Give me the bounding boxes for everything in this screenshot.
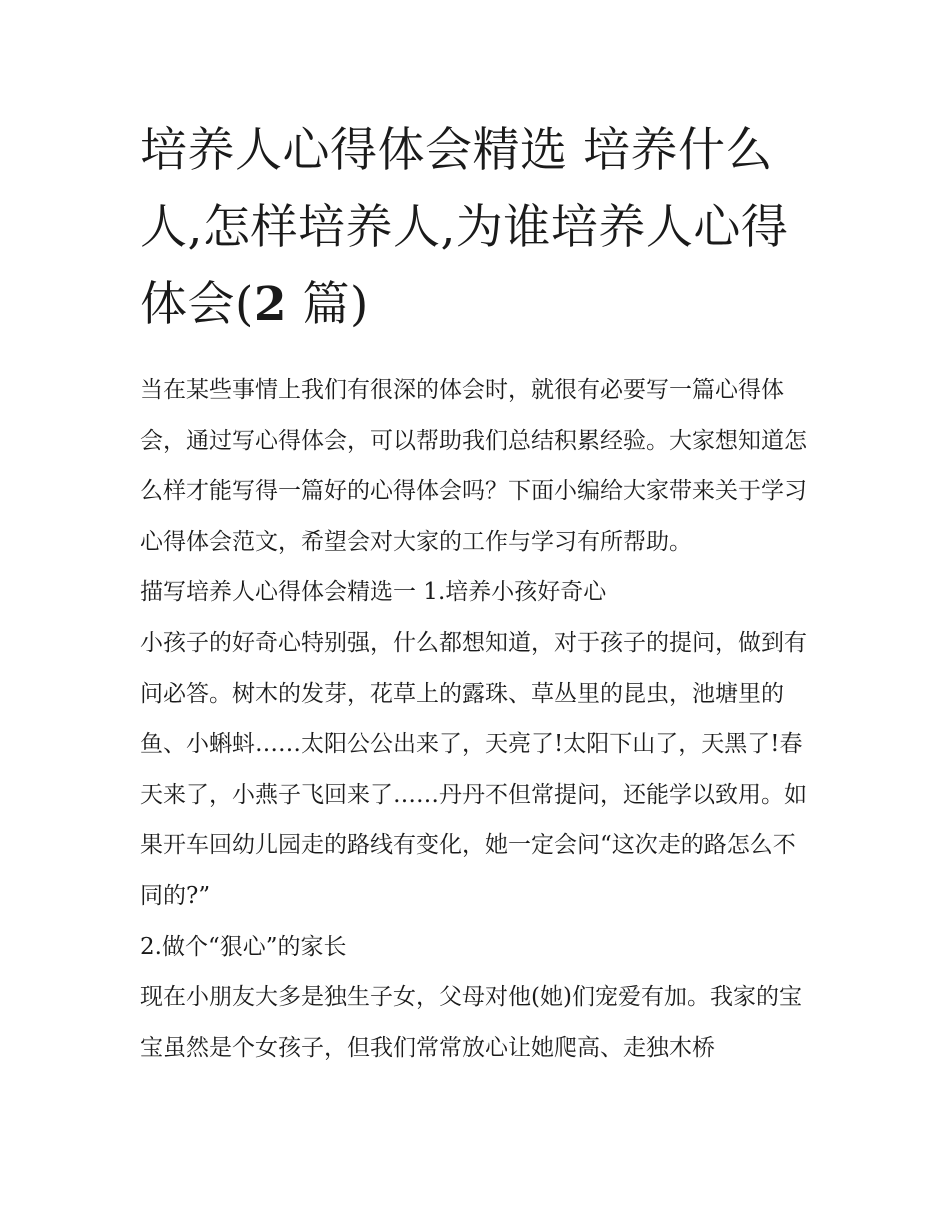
document-title — [140, 112, 816, 343]
title-text-part1: 培养人心得体会精选 培养什么人,怎样培养人,为谁培养人心得体会( — [140, 123, 789, 332]
section1-heading: 描写培养人心得体会精选一 1.培养小孩好奇心 — [140, 579, 607, 606]
document-page — [140, 112, 816, 1073]
title-text-part2: 篇) — [287, 277, 369, 332]
section2-heading: 2.做个“狠心”的家长 — [140, 933, 347, 960]
section2-paragraph: 现在小朋友大多是独生子女，父母对他(她)们宠爱有加。我家的宝宝虽然是个女孩子，但我们常常放心让她爬高、走独木桥 — [140, 984, 802, 1061]
title-number: 2 — [253, 277, 288, 332]
section1-paragraph: 小孩子的好奇心特别强，什么都想知道，对于孩子的提问，做到有问必答。树木的发芽，花草上的露珠、草丛里的昆虫，池塘里的鱼、小蝌蚪……太阳公公出来了，天亮了!太阳下山了，天黑了!春天来了，小燕子飞回来了……丹丹不但常提问，还能学以致用。如果开车回幼儿园走的路线有变化，她一定会问“这次走的路怎么不同的?” — [140, 629, 807, 909]
intro-paragraph: 当在某些事情上我们有很深的体会时，就很有必要写一篇心得体会，通过写心得体会，可以帮助我们总结积累经验。大家想知道怎么样才能写得一篇好的心得体会吗？下面小编给大家带来关于学习心得体会范文，希望会对大家的工作与学习有所帮助。 — [140, 377, 807, 555]
